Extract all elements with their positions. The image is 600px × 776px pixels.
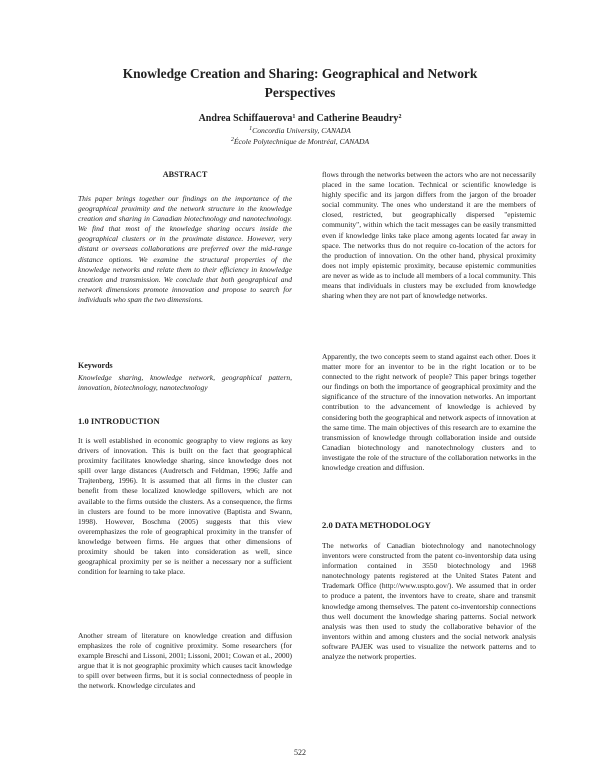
affiliation-1-text: Concordia University, CANADA (252, 126, 351, 135)
affiliation-1 (60, 126, 540, 136)
affiliation-1-superscript: 1 (249, 126, 253, 132)
affiliation-2-text: École Polytechnique de Montréal, CANADA (233, 137, 370, 146)
title-line-1: Knowledge Creation and Sharing: Geographical and Network (122, 66, 478, 81)
author-conjunction: and Catherine Beaudry (295, 113, 399, 124)
abstract-text: This paper brings together our findings on the importance of the geographical proximity and the network structure in the knowledge creation and sharing in Canadian biotechnology and nanotechnology. We find that most of the knowledge sharing occurs inside the geographical clusters or in the proximate distance. However, very distant or overseas collaborations are preferred over the mid-range distance options. We examine the structural properties of the knowledge networks and relate them to their efficiency in knowledge creation and transmission. We conclude that both geographical and network dimensions promote innovation and propose to search for individuals who span the two dimensions. (78, 194, 292, 304)
keywords-text: Knowledge sharing, knowledge network, geographical pattern, innovation, biotechnology, nanotechnology (78, 373, 292, 393)
introduction-paragraph-1: It is well established in economic geography to view regions as key drivers of innovation. This is built on the fact that geographical proximity facilitates knowledge sharing, since knowledge does not spill over large distances (Audretsch and Feldman, 1996; Jaffe and Trajtenberg, 1996). It is assumed that all firms in the cluster can benefit from these localized knowledge spillovers, which are not available to the firms outside the clusters. As a consequence, the firms in clusters are found to be more innovative (Baptista and Swann, 1998). However, Boschma (2005) suggests that this view overemphasizes the role of geographical proximity in the transfer of knowledge between firms. He argues that other dimensions of proximity should be taken into consideration as well, since geographical proximity per se is neither a necessary nor a sufficient condition for learning to take place. (78, 436, 292, 577)
introduction-heading: 1.0 INTRODUCTION (78, 416, 160, 426)
author-2-superscript: 2 (398, 114, 402, 120)
keywords-heading: Keywords (78, 361, 113, 370)
affiliation-2 (60, 137, 540, 147)
page-number: 522 (294, 748, 306, 757)
right-column-paragraph-1: flows through the networks between the actors who are not necessarily placed in the same location. Technical or scientific knowledge is highly specific and its jargon differs from the jargon of the broader social community. The ones who understand it are the members of closed, restricted, but geographically dispersed "epistemic community", within which the tacit messages can be easily transmitted even if knowledge links take place among agents located far away in space. The networks thus do not require co-location of the actors for the production of innovation. On the other hand, physical proximity does not imply epistemic proximity, because epistemic communities are never as wide as to include all members of a local community. This means that individuals in clusters may be excluded from knowledge sharing when they are not part of knowledge networks. (322, 170, 536, 301)
data-methodology-paragraph: The networks of Canadian biotechnology and nanotechnology inventors were constructed from the patent co-inventorship data using information contained in 3550 biotechnology and 1968 nanotechnology patents registered at the United States Patent and Trademark Office (http://www.uspto.gov/). We assumed that in order to produce a patent, the inventors have to create, share and transmit knowledge among themselves. The patent co-inventorship connections thus well document the knowledge sharing patterns. Social network analysis was then used to study the collaborative behavior of the inventors within and among clusters and the social network analysis software PAJEK was used to visualize the network patterns and to analyze the network properties. (322, 541, 536, 662)
title-line-2: Perspectives (264, 85, 336, 100)
author-1: Andrea Schiffauerova (198, 113, 293, 124)
introduction-paragraph-2: Another stream of literature on knowledge creation and diffusion emphasizes the role of cognitive proximity. Some researchers (for example Breschi and Lissoni, 2001; Lissoni, 2001; Cowan et al., 2000) argue that it is not geographic proximity which causes tacit knowledge to spill over between firms, but it is social connectedness of people in the network. Knowledge circulates and (78, 631, 292, 691)
author-1-superscript: 1 (292, 114, 296, 120)
affiliation-2-superscript: 2 (230, 137, 234, 143)
abstract-heading: ABSTRACT (162, 170, 208, 179)
right-column-paragraph-2: Apparently, the two concepts seem to stand against each other. Does it matter more for an inventor to be in the right location or to be connected to the right network of people? This paper brings together our findings on both the importance of geographical proximity and the significance of the structure of the innovation networks. An important contribution to the advancement of knowledge is achieved by considering both the geographical and network aspects of innovation at the same time. The main objectives of this research are to examine the transmission of knowledge through collaboration inside and outside Canadian biotechnology and nanotechnology clusters and to investigate the role of the structure of the collaboration networks in the knowledge creation and diffusion. (322, 352, 536, 473)
data-methodology-heading: 2.0 DATA METHODOLOGY (322, 520, 431, 530)
paper-title (60, 64, 540, 102)
author-list (60, 113, 540, 125)
